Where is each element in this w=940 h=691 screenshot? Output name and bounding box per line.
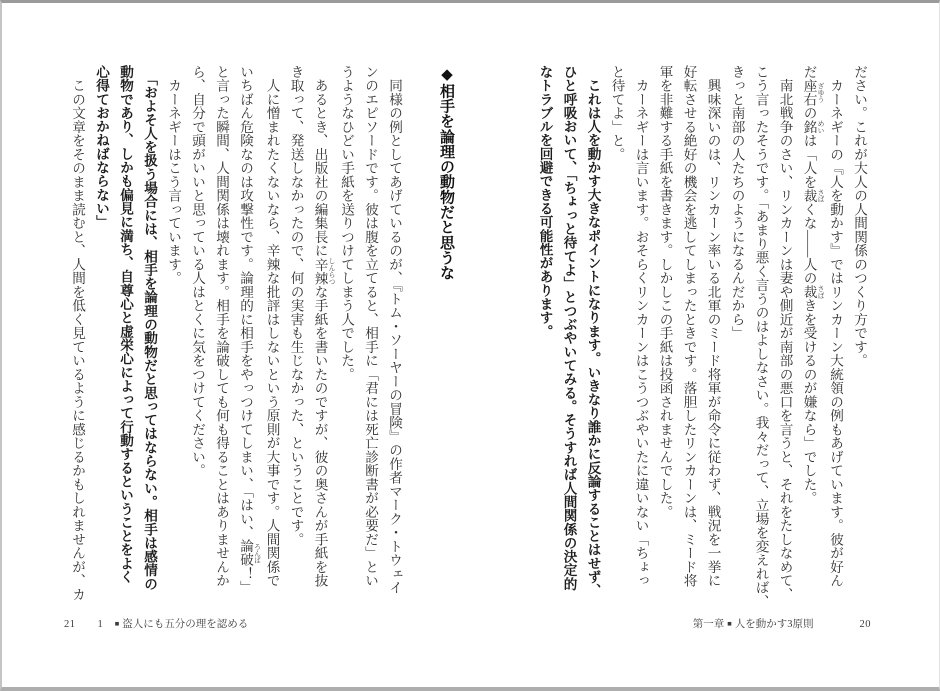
ruby-annotated-word: 裁 さば [801,285,823,299]
text-line: 人に憎まれたくないなら、辛辣な批評はしないという原則が大事です。人間関係で [264,65,280,588]
section-heading: ◆相手を論理の動物だと思うな [438,65,455,281]
ruby-annotated-word: 銘 めい [801,120,823,134]
running-section-title: 盗人にも五分の理を認める [122,619,249,630]
square-bullet-icon: ■ [114,619,120,628]
text-line: きっと南部の人たちのようになるんだから」 [729,65,745,340]
text-line: 興味深いのは、リンカーン率いる北軍のミード将軍が命令に従わず、戦況を一挙に [705,65,721,588]
text-line: 「およそ人を扱う場合には、相手を論理の動物だと思ってはならない。相手は感情の [142,65,157,591]
page-number-left: 21 [64,619,76,630]
text-line: あるとき、出版社の編集長に辛辣 しんらつな手紙を書いたのですが、彼の奥さんが手紙を抜 [312,65,334,588]
text-line: うようなひどい手紙を送りつけてしまう人でした。 [339,65,354,382]
text-line: ら、自分で頭がいいと思っている人はとくに気をつけてください。 [190,65,205,478]
page-20 [469,3,939,687]
text-line: なトラブルを回避できる可能性があります。 [537,65,553,338]
text-line: だ座右 ざゆうの銘 めいは「人を裁 さばくな——人の裁 さばきを受けるのが嫌なら」でした。 [801,65,823,505]
text-line: 動物であり、しかも偏見に満ち、自尊心と虚栄心によって行動するということをよく [118,65,133,584]
footer-left [64,616,248,631]
footer-right [693,616,871,631]
text-line: カーネギーは言います。おそらくリンカーンはこうつぶやいたに違いない「ちょっ [633,65,649,588]
text-line: いちばん危険なのは攻撃性です。論理的に相手をやっつけてしまい、「はい、論破 ろんぱ！」 [238,65,260,595]
text-line: 南北戦争のさい、リンカーンは妻や側近が南部の悪口を言うと、それをたしなめて、 [777,65,793,602]
text-line: と言った瞬間、人間関係は壊れます。相手を論破しても何も得ることはありませんか [214,65,229,588]
text-line: カーネギーはこう言っています。 [166,65,181,285]
ruby-annotated-word: 論破 ろんぱ [238,539,260,567]
left-page-text-block [65,65,458,617]
ruby-annotated-word: 座右 ざゆう [801,78,823,107]
text-line: ンのエピソードです。彼は腹を立てると、相手に「君には死亡診断書が必要だ」とい [363,65,378,588]
text-line: 心得ておかねばならない」 [94,65,109,229]
text-line: こう言ったそうです。「あまり悪く言うのはよしなさい。我々だって、立場を変えれば、 [753,65,769,609]
text-line: ひと呼吸おいて、「ちょっと待てよ」とつぶやいてみる。そうすれば人間関係の決定的 [561,65,577,591]
text-line: 好転させる絶好の機会を逃してしまったときです。落胆したリンカーンは、ミード将 [681,65,697,588]
page-21 [2,3,472,687]
text-line: 同様の例としてあげているのが、『トム・ソーヤーの冒険』の作者マーク・トウェイ [387,65,402,595]
ruby-annotated-word: 辛辣 しんらつ [312,257,334,285]
text-line: ださい。これが大人の人間関係のつくり方です。 [852,65,867,368]
text-line: カーネギーの『人を動かす』ではリンカーン大統領の例もあげています。彼が好ん [828,65,843,588]
square-bullet-icon: ■ [727,619,732,628]
text-line: これは人を動かす大きなポイントになります。いきなり誰かに反論することはせず、 [585,65,601,598]
ruby-annotated-word: 裁 さば [801,188,823,203]
text-line: き取って、発送しなかったので、何の実害も生じなかった、ということです。 [288,65,304,547]
text-line: と待てよ」と。 [609,65,625,162]
section-number: 1 [97,619,103,630]
running-chapter-title: 人を動かす3原則 [734,619,814,630]
text-line: この文章をそのまま読むと、人間を低く見ているように感じるかもしれませんが、カ [70,65,85,602]
text-line: 軍を非難する手紙を書きます。しかしこの手紙は投函されませんでした。 [657,65,673,519]
right-page-text-block [533,65,872,617]
page-number-right: 20 [859,619,871,630]
chapter-label: 第一章 [692,619,725,630]
